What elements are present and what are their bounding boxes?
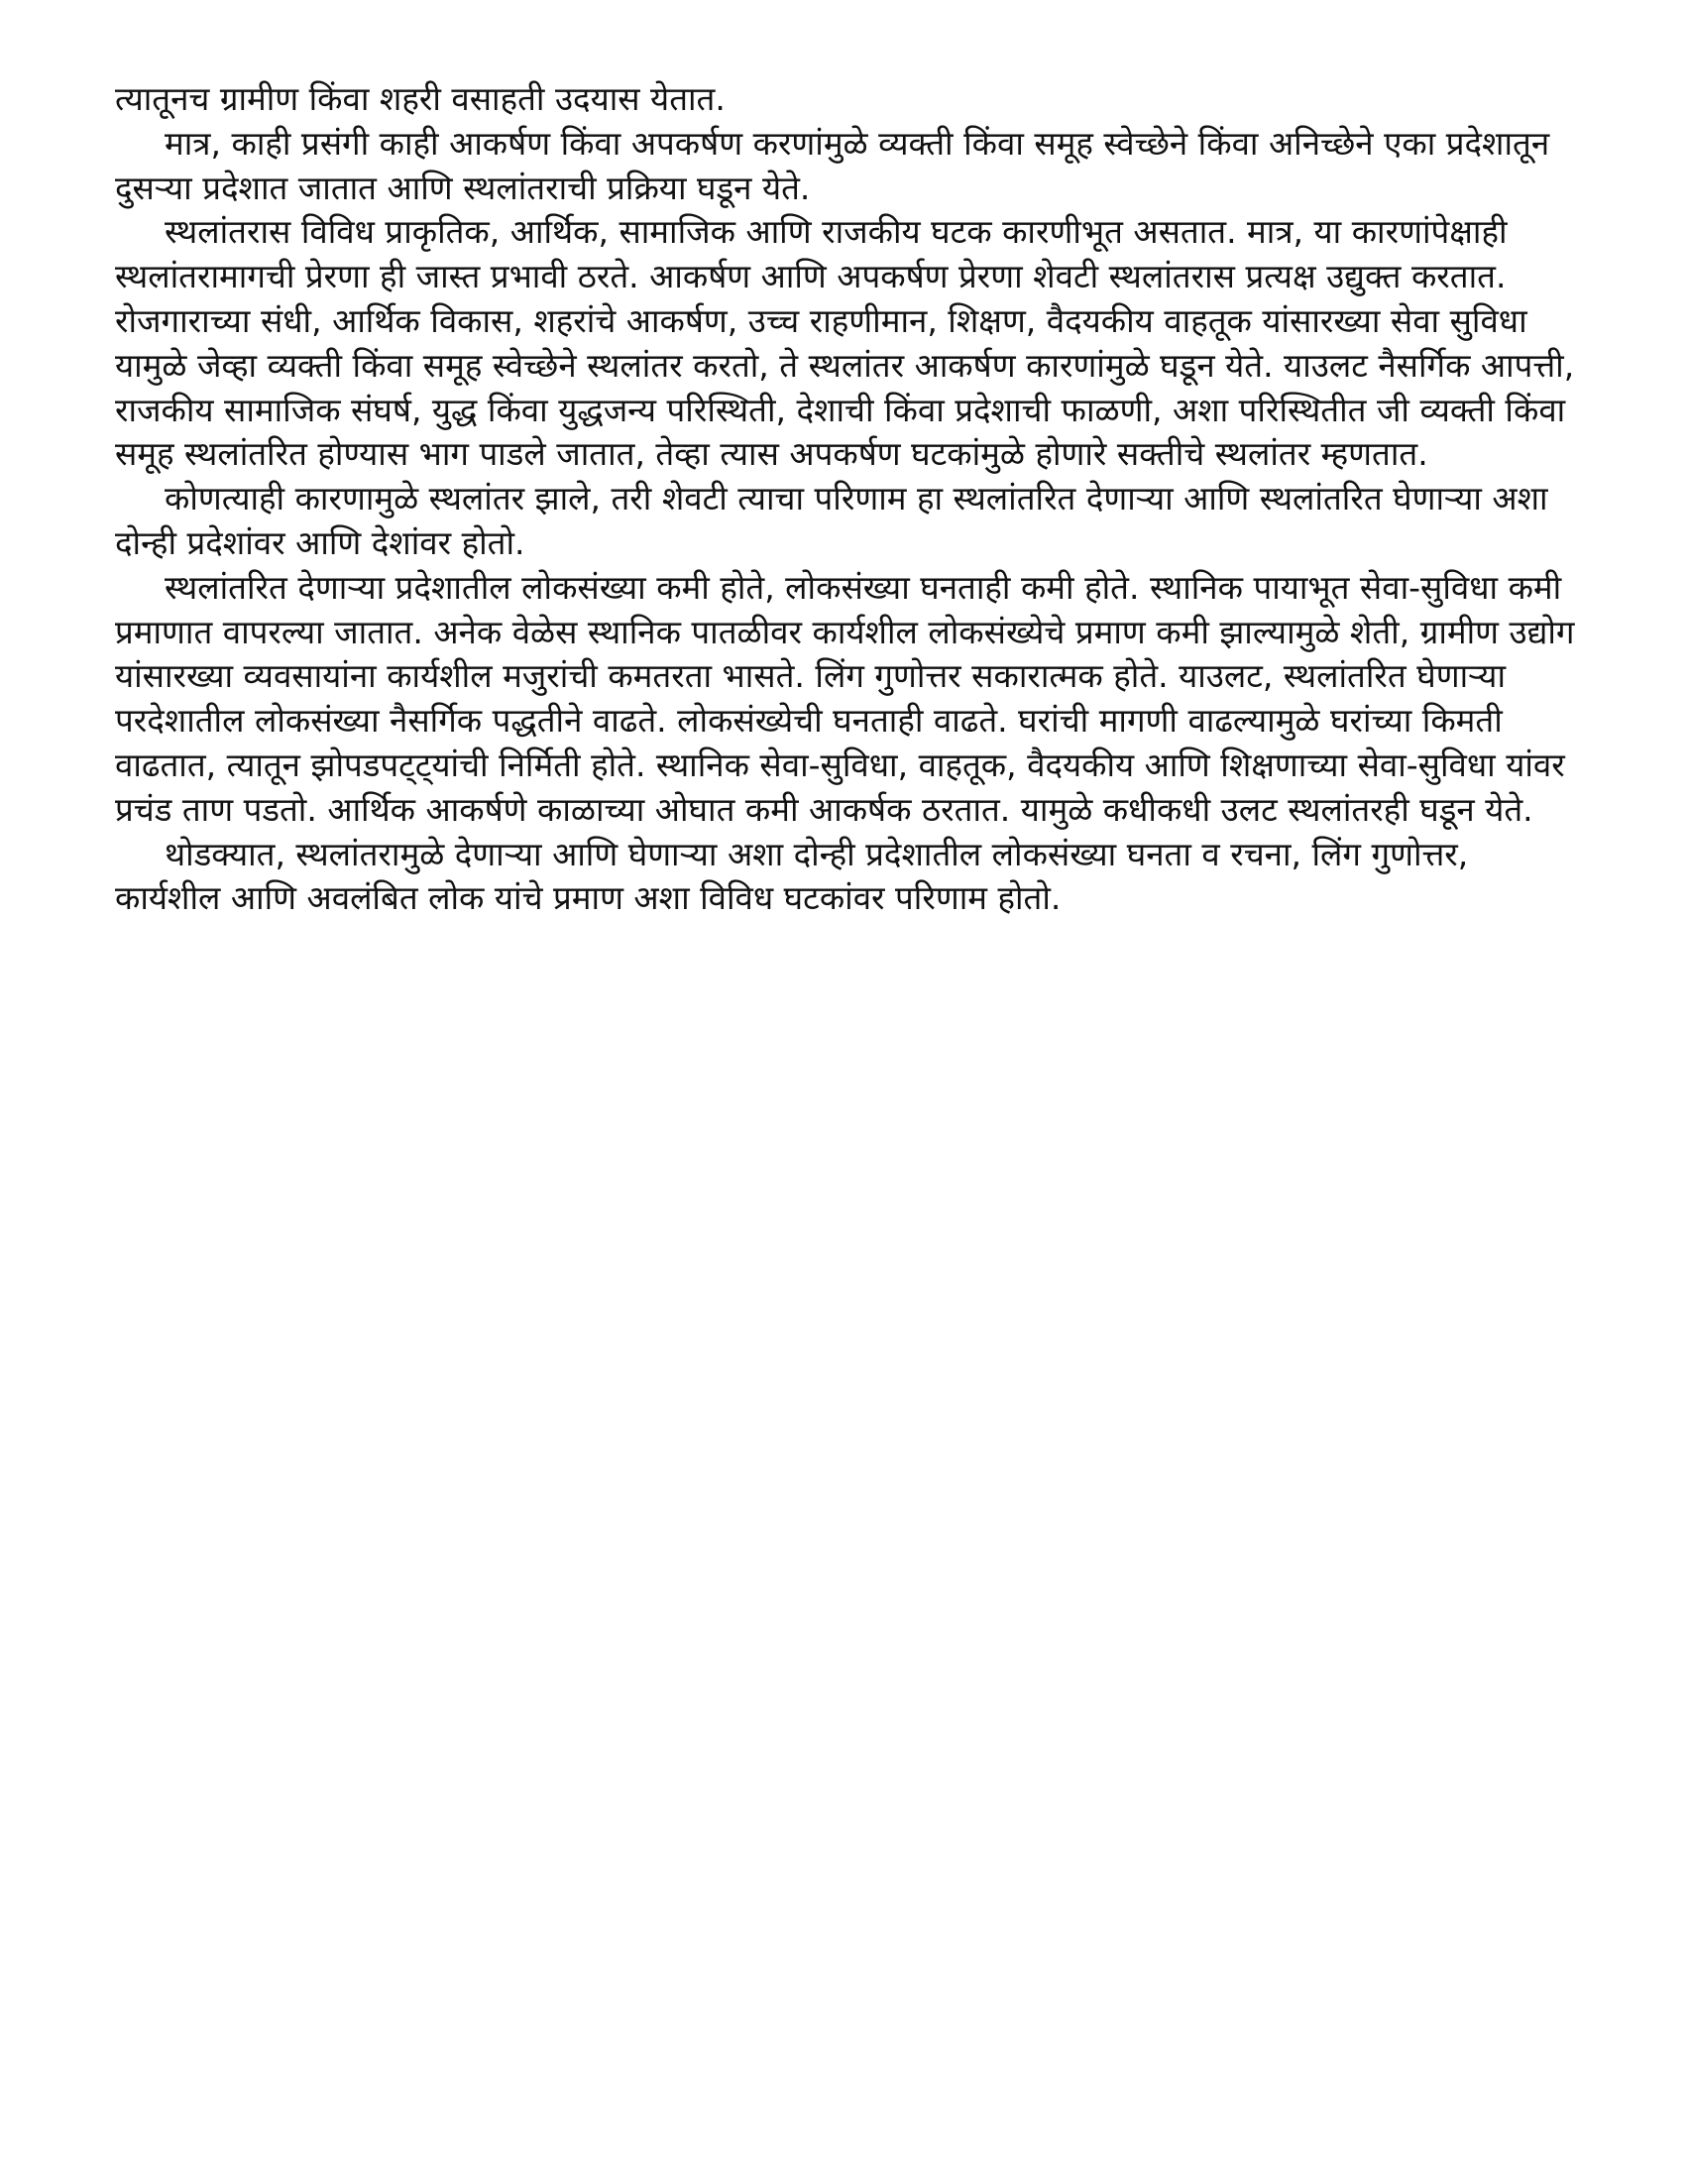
paragraph-2: मात्र, काही प्रसंगी काही आकर्षण किंवा अपकर्षण करणांमुळे व्यक्ती किंवा समूह स्वेच्छेने किंवा अनिच्छेने एका प्रदेशातून दुसऱ्या प्रदेशात जातात आणि स्थलांतराची प्रक्रिया घडून येते. [115, 123, 1550, 207]
paragraph-1: त्यातूनच ग्रामीण किंवा शहरी वसाहती उदयास येतात. [115, 79, 726, 118]
paragraph-6: थोडक्यात, स्थलांतरामुळे देणाऱ्या आणि घेणाऱ्या अशा दोन्ही प्रदेशातील लोकसंख्या घनता व रचना, लिंग गुणोत्तर, कार्यशील आणि अवलंबित लोक यांचे प्रमाण अशा विविध घटकांवर परिणाम होतो. [115, 834, 1469, 918]
paragraph-3: स्थलांतरास विविध प्राकृतिक, आर्थिक, सामाजिक आणि राजकीय घटक कारणीभूत असतात. मात्र, या कारणांपेक्षाही स्थलांतरामागची प्रेरणा ही जास्त प्रभावी ठरते. आकर्षण आणि अपकर्षण प्रेरणा शेवटी स्थलांतरास प्रत्यक्ष उद्युक्त करतात. रोजगाराच्या संधी, आर्थिक विकास, शहरांचे आकर्षण, उच्च राहणीमान, शिक्षण, वैदयकीय वाहतूक यांसारख्या सेवा सुविधा यामुळे जेव्हा व्यक्ती किंवा समूह स्वेच्छेने स्थलांतर करतो, ते स्थलांतर आकर्षण कारणांमुळे घडून येते. याउलट नैसर्गिक आपत्ती, राजकीय सामाजिक संघर्ष, युद्ध किंवा युद्धजन्य परिस्थिती, देशाची किंवा प्रदेशाची फाळणी, अशा परिस्थितीत जी व्यक्ती किंवा समूह स्थलांतरित होण्यास भाग पाडले जातात, तेव्हा त्यास अपकर्षण घटकांमुळे होणारे सक्तीचे स्थलांतर म्हणतात. [115, 212, 1575, 474]
document-page [115, 77, 1582, 921]
paragraph-4: कोणत्याही कारणामुळे स्थलांतर झाले, तरी शेवटी त्याचा परिणाम हा स्थलांतरित देणाऱ्या आणि स्थलांतरित घेणाऱ्या अशा दोन्ही प्रदेशांवर आणि देशांवर होतो. [115, 479, 1548, 562]
paragraph-5: स्थलांतरित देणाऱ्या प्रदेशातील लोकसंख्या कमी होते, लोकसंख्या घनताही कमी होते. स्थानिक पायाभूत सेवा-सुविधा कमी प्रमाणात वापरल्या जातात. अनेक वेळेस स्थानिक पातळीवर कार्यशील लोकसंख्येचे प्रमाण कमी झाल्यामुळे शेती, ग्रामीण उद्योग यांसारख्या व्यवसायांना कार्यशील मजुरांची कमतरता भासते. लिंग गुणोत्तर सकारात्मक होते. याउलट, स्थलांतरित घेणाऱ्या परदेशातील लोकसंख्या नैसर्गिक पद्धतीने वाढते. लोकसंख्येची घनताही वाढते. घरांची मागणी वाढल्यामुळे घरांच्या किमती वाढतात, त्यातून झोपडपट्ट्यांची निर्मिती होते. स्थानिक सेवा-सुविधा, वाहतूक, वैदयकीय आणि शिक्षणाच्या सेवा-सुविधा यांवर प्रचंड ताण पडतो. आर्थिक आकर्षणे काळाच्या ओघात कमी आकर्षक ठरतात. यामुळे कधीकधी उलट स्थलांतरही घडून येते. [115, 567, 1575, 829]
